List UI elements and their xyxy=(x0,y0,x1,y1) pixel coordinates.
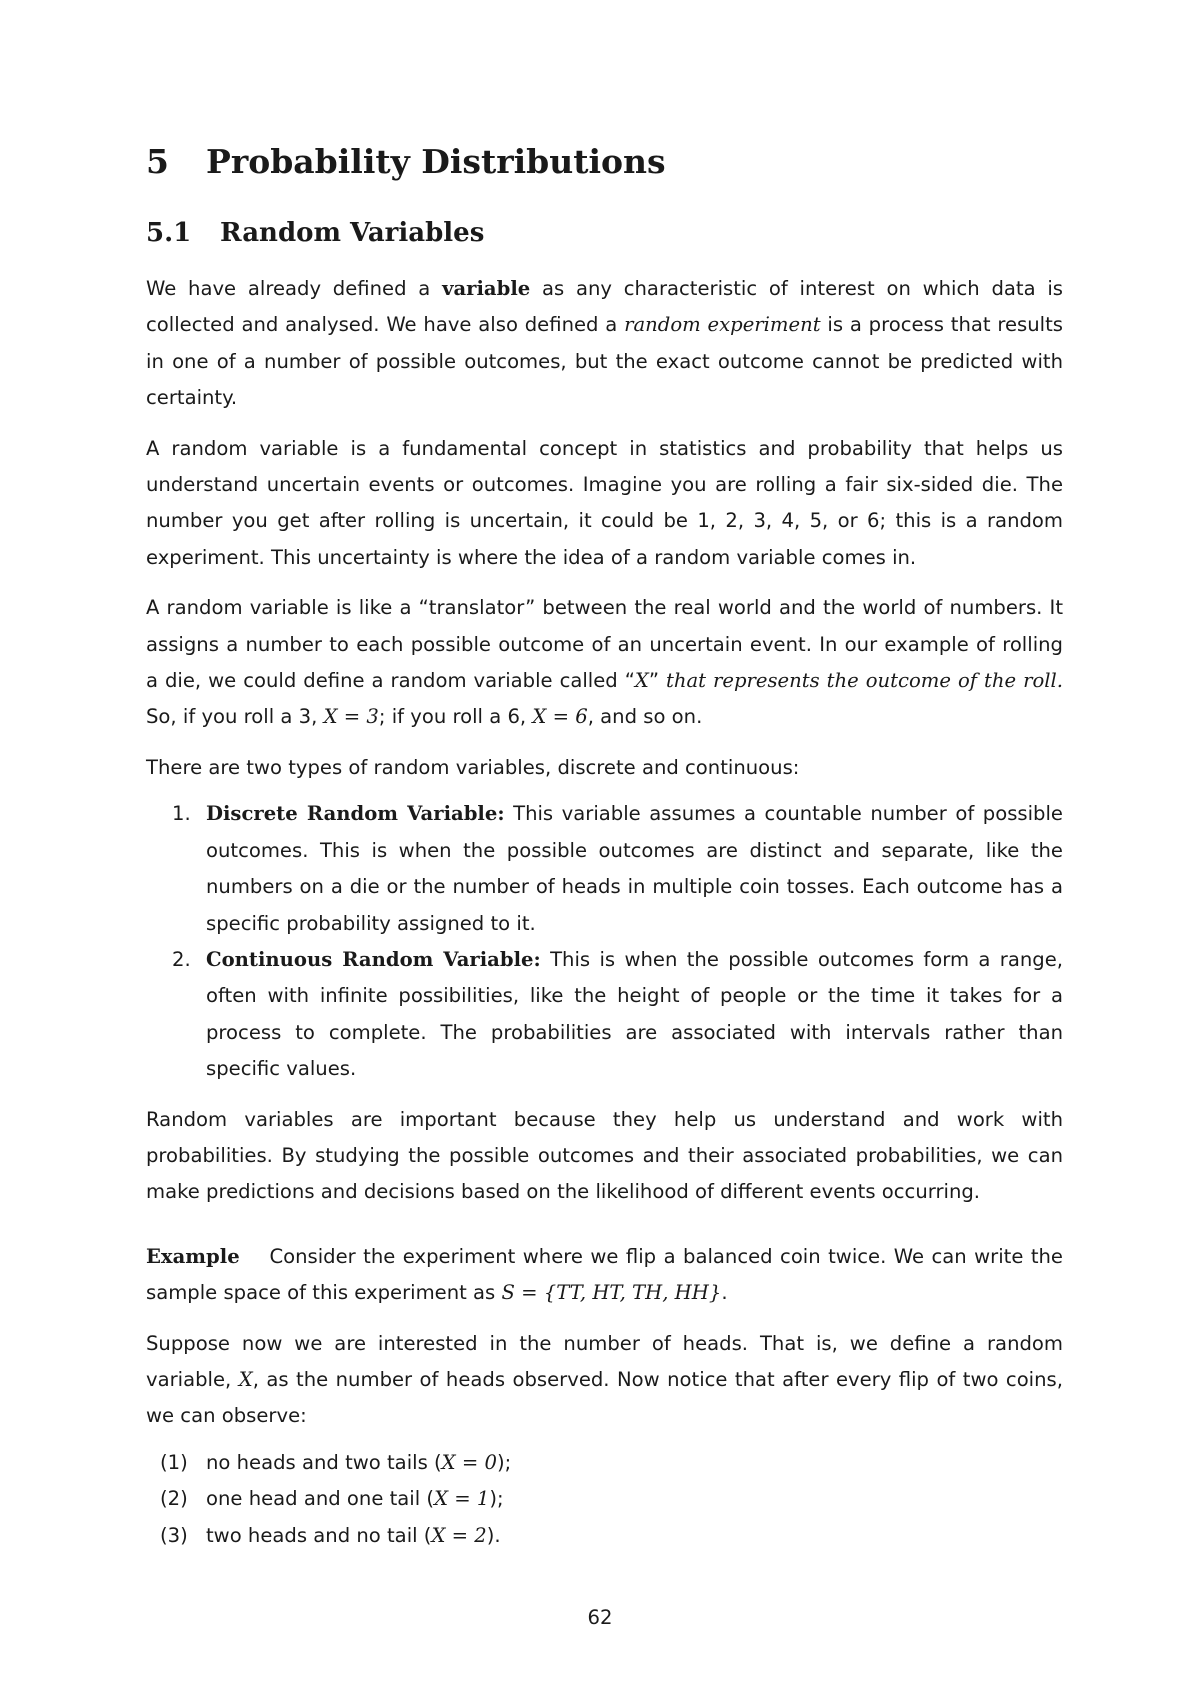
list-item xyxy=(146,796,1063,942)
types-list xyxy=(146,796,1063,1087)
subsection-title-text: Random Variables xyxy=(220,218,485,248)
subsection-number: 5.1 xyxy=(146,218,192,248)
paragraph-types-intro: There are two types of random variables, discrete and continuous: xyxy=(146,755,800,779)
paragraph-random-variable-intro: A random variable is a fundamental concept in statistics and probability that helps us understand uncertain events or outcomes. Imagine you are rolling a fair six-sided die. The number you get after rolling is uncertain, it could be 1, 2, 3, 4, 5, or 6; this is a random experiment. This uncertainty is where the idea of a random variable comes in. xyxy=(146,436,1063,569)
math-equation: X = 3 xyxy=(323,705,379,729)
list-term: Discrete Random Variable: xyxy=(206,802,505,826)
text-run: ” xyxy=(648,669,659,693)
math-equation: X = 1 xyxy=(434,1487,490,1511)
text-run: A random variable is like a “translator” between the real world and the world of numbers. It assigns a number to each possible outcome of an uncertain event. In our example of rolling a die, we could define a random variable called “ xyxy=(146,596,1063,693)
list-text: This is when the possible outcomes form a range, often with infinite possibilities, like the height of people or the time it takes for a process to complete. The probabilities are associated with intervals rather than specific values. xyxy=(206,947,1063,1081)
subsection-title xyxy=(146,209,1063,257)
italic-term-random-experiment: random experiment xyxy=(624,313,821,337)
text-run: Consider the experiment where we flip a balanced coin twice. We can write the sample space of this experiment as xyxy=(146,1244,1063,1305)
math-sample-space: S = {TT, HT, TH, HH} xyxy=(501,1281,722,1305)
page-content xyxy=(146,133,1063,1554)
math-variable: X xyxy=(634,669,649,693)
text-run: , and so on. xyxy=(587,705,703,729)
paragraph-example xyxy=(146,1239,1063,1312)
list-text-end: ). xyxy=(486,1523,501,1547)
section-number: 5 xyxy=(146,142,169,181)
text-run: is a process that results in one of a number of possible outcomes, but the exact outcome cannot be predicted with certainty. xyxy=(146,313,1063,410)
list-item xyxy=(146,1518,1063,1554)
text-run: ; if you roll a 6, xyxy=(378,705,533,729)
page-number: 62 xyxy=(587,1606,613,1629)
list-item xyxy=(146,942,1063,1088)
math-variable: X xyxy=(238,1367,253,1391)
list-marker: (2) xyxy=(160,1487,188,1511)
text-run: . xyxy=(721,1281,728,1305)
list-text: one head and one tail ( xyxy=(206,1487,435,1511)
list-item xyxy=(146,1481,1063,1517)
text-run: Suppose now we are interested in the number of heads. That is, we define a random variable, xyxy=(146,1331,1063,1391)
list-marker: (1) xyxy=(160,1450,188,1474)
paragraph-importance: Random variables are important because they help us understand and work with probabilities. By studying the possible outcomes and their associated probabilities, we can make predictions and decisions based on the likelihood of different events occurring. xyxy=(146,1107,1063,1204)
list-text: no heads and two tails ( xyxy=(206,1450,442,1474)
example-label: Example xyxy=(146,1244,240,1268)
text-run: So, if you roll a 3, xyxy=(146,705,324,729)
list-text-end: ); xyxy=(489,1487,504,1511)
bold-term-variable: variable xyxy=(442,277,531,300)
math-equation: X = 0 xyxy=(441,1450,497,1474)
math-equation: X = 2 xyxy=(431,1523,487,1547)
paragraph-variable-definition xyxy=(146,271,1063,417)
text-run: , as the number of heads observed. Now notice that after every flip of two coins, we can observe: xyxy=(146,1367,1063,1428)
italic-phrase: that represents the outcome of the roll. xyxy=(658,669,1063,693)
paragraph-number-of-heads xyxy=(146,1326,1063,1435)
list-marker: 1. xyxy=(172,802,191,826)
math-equation: X = 6 xyxy=(532,705,588,729)
text-run: as any characteristic of interest on which data is collected and analysed. We have also defined a xyxy=(146,277,1063,337)
list-text: This variable assumes a countable number of possible outcomes. This is when the possible outcomes are distinct and separate, like the numbers on a die or the number of heads in multiple coin tosses. Each outcome has a specific probability assigned to it. xyxy=(206,802,1063,935)
list-item xyxy=(146,1445,1063,1481)
list-text-end: ); xyxy=(496,1450,512,1474)
text-run: We have already defined a xyxy=(146,277,443,300)
cases-list xyxy=(146,1445,1063,1554)
list-text: two heads and no tail ( xyxy=(206,1523,432,1547)
list-marker: 2. xyxy=(172,947,191,971)
paragraph-translator xyxy=(146,590,1063,736)
list-term: Continuous Random Variable: xyxy=(206,947,541,971)
section-title xyxy=(146,133,1063,191)
list-marker: (3) xyxy=(160,1523,188,1547)
section-title-text: Probability Distributions xyxy=(206,142,666,181)
